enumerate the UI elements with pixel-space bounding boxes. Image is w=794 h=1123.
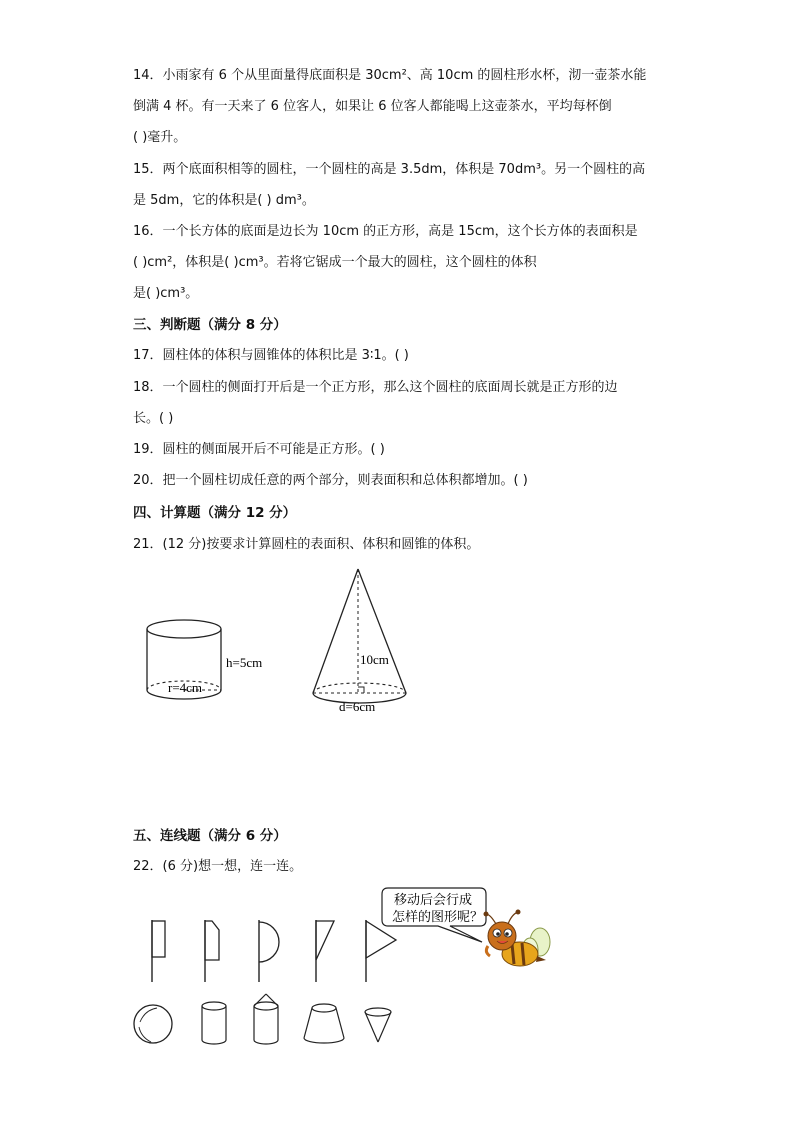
cylinder-radius-label: r=4cm	[168, 680, 203, 695]
section-3-heading: 三、判断题（满分 8 分）	[133, 317, 287, 333]
cylinder-height-label: h=5cm	[226, 655, 263, 670]
q16-line1: 16．一个长方体的底面是边长为 10cm 的正方形，高是 15cm，这个长方体的表面积是	[133, 224, 638, 239]
q17: 17．圆柱体的体积与圆锥体的体积比是 3∶1。( )	[133, 348, 409, 363]
q14-line3: ( )毫升。	[133, 130, 187, 145]
q18-line2: 长。( )	[133, 411, 174, 426]
flag-shape-rectangle	[148, 918, 172, 984]
bubble-line-1: 移动后会行成	[394, 893, 473, 908]
section-5-heading: 五、连线题（满分 6 分）	[133, 828, 287, 844]
shape-cylinder-with-cone	[248, 992, 284, 1048]
flag-shape-right-triangle	[310, 918, 342, 984]
q20: 20．把一个圆柱切成任意的两个部分，则表面积和总体积都增加。( )	[133, 473, 528, 488]
cone-height-label: 10cm	[360, 652, 389, 667]
shape-cone	[362, 1004, 394, 1046]
q16-line3: 是( )cm³。	[133, 286, 199, 301]
q14-line1: 14．小雨家有 6 个从里面量得底面积是 30cm²、高 10cm 的圆柱形水杯，沏一壶茶水能	[133, 68, 647, 83]
q14-line2: 倒满 4 杯。有一天来了 6 位客人，如果让 6 位客人都能喝上这壶茶水，平均每杯倒	[133, 99, 612, 114]
shape-cylinder	[196, 1000, 232, 1048]
bubble-line-2: 怎样的图形呢？	[392, 910, 484, 925]
flag-shape-trapezoid	[200, 918, 226, 984]
q15-line1: 15．两个底面积相等的圆柱，一个圆柱的高是 3.5dm，体积是 70dm³。另一个圆柱的高	[133, 162, 646, 177]
q19: 19．圆柱的侧面展开后不可能是正方形。( )	[133, 442, 385, 457]
cone-diameter-label: d=6cm	[339, 699, 376, 714]
bee-illustration	[380, 884, 560, 984]
q15-line2: 是 5dm，它的体积是( ) dm³。	[133, 193, 315, 208]
q16-line2: ( )cm²，体积是( )cm³。若将它锯成一个最大的圆柱，这个圆柱的体积	[133, 255, 537, 270]
cylinder-figure	[140, 612, 280, 712]
shape-sphere	[131, 1002, 177, 1046]
q22: 22．(6 分)想一想，连一连。	[133, 859, 303, 874]
cone-figure	[305, 564, 425, 714]
shape-frustum	[300, 1000, 348, 1048]
q18-line1: 18．一个圆柱的侧面打开后是一个正方形，那么这个圆柱的底面周长就是正方形的边	[133, 380, 618, 395]
flag-shape-semicircle	[254, 918, 290, 984]
q21: 21．(12 分)按要求计算圆柱的表面积、体积和圆锥的体积。	[133, 537, 480, 552]
section-4-heading: 四、计算题（满分 12 分）	[133, 505, 297, 521]
